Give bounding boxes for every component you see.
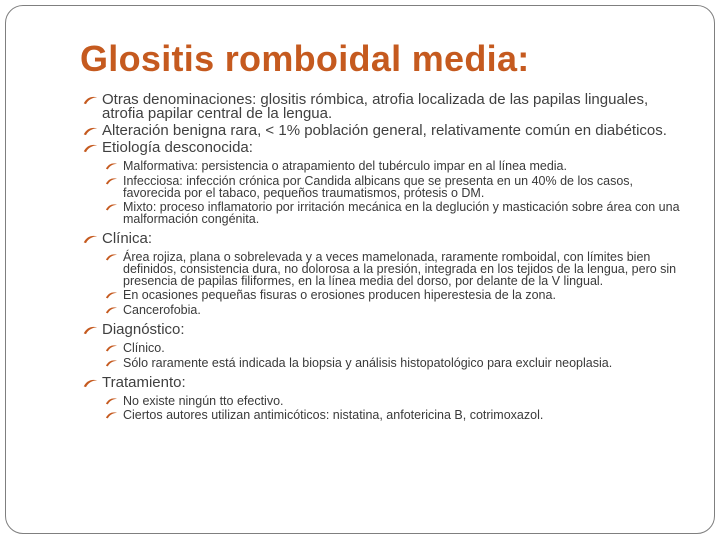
sub-bullet-text: Cancerofobia. — [123, 303, 201, 318]
bullet-text: Alteración benigna rara, < 1% población general, relativamente común en diabéticos. — [102, 122, 667, 139]
bullet-text: Tratamiento: — [102, 373, 186, 391]
curved-swoosh-bullet-icon — [83, 378, 98, 388]
sub-bullet-text: Mixto: proceso inflamatorio por irritación mecánica en la deglución y masticación sobre área con una malformación congénita. — [123, 200, 680, 227]
sub-bullet-text: Malformativa: persistencia o atrapamiento del tubérculo impar en al línea media. — [123, 159, 567, 173]
sub-bullet-list — [105, 249, 683, 318]
sub-bullet-text: No existe ningún tto efectivo. — [123, 393, 284, 408]
bullet-list — [83, 93, 683, 422]
curved-swoosh-bullet-icon — [83, 325, 98, 335]
curved-swoosh-bullet-icon — [105, 177, 118, 185]
sub-bullet-item — [105, 161, 683, 173]
sub-bullet-item — [105, 393, 683, 408]
curved-swoosh-bullet-icon — [105, 162, 118, 170]
bullet-text: Diagnóstico: — [102, 320, 185, 338]
bullet-text: Clínica: — [102, 229, 153, 247]
bullet-item — [83, 373, 683, 423]
bullet-item — [83, 93, 683, 121]
sub-bullet-text: Sólo raramente está indicada la biopsia y análisis histopatológico para excluir neoplasia. — [123, 355, 613, 370]
sub-bullet-item — [105, 290, 683, 302]
bullet-item — [83, 320, 683, 370]
slide-content — [83, 93, 683, 428]
sub-bullet-text: Infecciosa: infección crónica por Candida albicans que se presenta en un 40% de los casos, favorecida por el tabaco, pequeños traumatismos, prótesis o DM. — [123, 173, 634, 200]
curved-swoosh-bullet-icon — [105, 253, 118, 261]
slide-title: Glositis romboidal media: — [80, 38, 530, 79]
bullet-item — [83, 124, 683, 138]
sub-bullet-list — [105, 340, 683, 370]
bullet-text: Etiología desconocida: — [102, 139, 253, 156]
sub-bullet-item — [105, 410, 683, 422]
sub-bullet-list — [105, 161, 683, 226]
curved-swoosh-bullet-icon — [105, 359, 118, 367]
sub-bullet-item — [105, 355, 683, 370]
sub-bullet-text: Área rojiza, plana o sobrelevada y a veces mamelonada, raramente romboidal, con límites bien definidos, consistencia dura, no dolorosa a la presión, integrada en los tejidos de la lengua, pero sin presencia de papilas filiformes, en la línea media del dorso, por delante de la V lingual. — [123, 249, 677, 288]
curved-swoosh-bullet-icon — [105, 344, 118, 352]
curved-swoosh-bullet-icon — [105, 411, 118, 419]
curved-swoosh-bullet-icon — [83, 126, 98, 136]
sub-bullet-item — [105, 173, 683, 200]
sub-bullet-list — [105, 393, 683, 423]
sub-bullet-text: En ocasiones pequeñas fisuras o erosiones producen hiperestesia de la zona. — [123, 288, 556, 303]
curved-swoosh-bullet-icon — [83, 234, 98, 244]
sub-bullet-text: Clínico. — [123, 340, 165, 355]
curved-swoosh-bullet-icon — [105, 306, 118, 314]
bullet-item — [83, 229, 683, 318]
curved-swoosh-bullet-icon — [105, 397, 118, 405]
sub-bullet-item — [105, 202, 683, 226]
bullet-item — [83, 141, 683, 226]
sub-bullet-item — [105, 340, 683, 355]
sub-bullet-item — [105, 249, 683, 288]
bullet-text: Otras denominaciones: glositis rómbica, atrofia localizada de las papilas linguales, atrofia papilar central de la lengua. — [102, 91, 649, 122]
sub-bullet-item — [105, 305, 683, 317]
curved-swoosh-bullet-icon — [83, 143, 98, 153]
curved-swoosh-bullet-icon — [83, 95, 98, 105]
sub-bullet-text: Ciertos autores utilizan antimicóticos: nistatina, anfotericina B, cotrimoxazol. — [123, 408, 544, 423]
curved-swoosh-bullet-icon — [105, 203, 118, 211]
curved-swoosh-bullet-icon — [105, 291, 118, 299]
